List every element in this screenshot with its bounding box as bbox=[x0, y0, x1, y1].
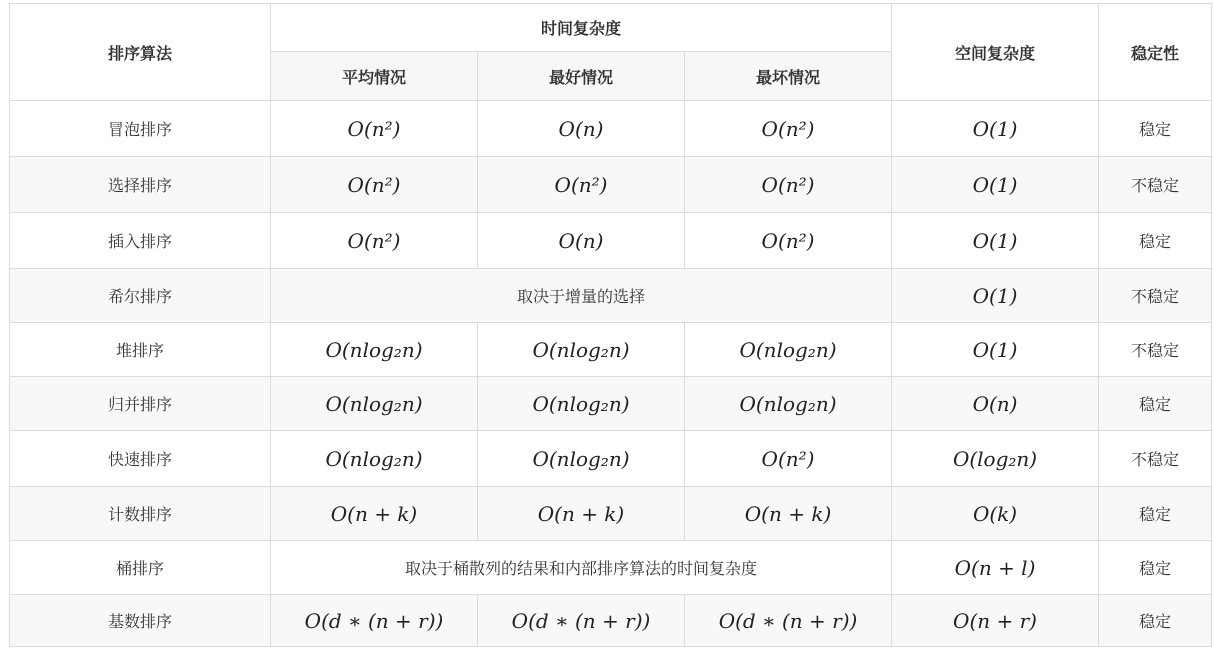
best-complexity: O(n²) bbox=[478, 157, 685, 213]
algorithm-name: 插入排序 bbox=[10, 213, 271, 269]
space-complexity: O(1) bbox=[892, 213, 1099, 269]
space-complexity: O(1) bbox=[892, 157, 1099, 213]
algorithm-name: 希尔排序 bbox=[10, 269, 271, 323]
average-complexity: O(n + k) bbox=[271, 487, 478, 541]
space-complexity: O(log₂n) bbox=[892, 431, 1099, 487]
stability: 稳定 bbox=[1099, 487, 1212, 541]
best-complexity: O(n) bbox=[478, 101, 685, 157]
table-row bbox=[10, 269, 1212, 323]
time-complexity-note: 取决于桶散列的结果和内部排序算法的时间复杂度 bbox=[271, 541, 892, 595]
best-complexity: O(n + k) bbox=[478, 487, 685, 541]
table-row bbox=[10, 213, 1212, 269]
algorithm-name: 快速排序 bbox=[10, 431, 271, 487]
table-row bbox=[10, 595, 1212, 647]
space-complexity: O(1) bbox=[892, 323, 1099, 377]
sorting-complexity-table bbox=[9, 3, 1212, 647]
algorithm-name: 计数排序 bbox=[10, 487, 271, 541]
table-row bbox=[10, 431, 1212, 487]
header-average: 平均情况 bbox=[271, 52, 478, 101]
best-complexity: O(d ∗ (n + r)) bbox=[478, 595, 685, 647]
average-complexity: O(nlog₂n) bbox=[271, 377, 478, 431]
algorithm-name: 桶排序 bbox=[10, 541, 271, 595]
header-time-complexity: 时间复杂度 bbox=[271, 4, 892, 52]
average-complexity: O(nlog₂n) bbox=[271, 431, 478, 487]
algorithm-name: 选择排序 bbox=[10, 157, 271, 213]
best-complexity: O(n) bbox=[478, 213, 685, 269]
worst-complexity: O(n²) bbox=[685, 213, 892, 269]
average-complexity: O(nlog₂n) bbox=[271, 323, 478, 377]
stability: 不稳定 bbox=[1099, 269, 1212, 323]
stability: 稳定 bbox=[1099, 213, 1212, 269]
worst-complexity: O(n²) bbox=[685, 157, 892, 213]
worst-complexity: O(nlog₂n) bbox=[685, 377, 892, 431]
best-complexity: O(nlog₂n) bbox=[478, 377, 685, 431]
header-best: 最好情况 bbox=[478, 52, 685, 101]
worst-complexity: O(d ∗ (n + r)) bbox=[685, 595, 892, 647]
table-row bbox=[10, 323, 1212, 377]
stability: 不稳定 bbox=[1099, 157, 1212, 213]
space-complexity: O(n) bbox=[892, 377, 1099, 431]
stability: 不稳定 bbox=[1099, 323, 1212, 377]
stability: 稳定 bbox=[1099, 595, 1212, 647]
average-complexity: O(n²) bbox=[271, 157, 478, 213]
header-space-complexity: 空间复杂度 bbox=[892, 4, 1099, 101]
space-complexity: O(n + r) bbox=[892, 595, 1099, 647]
table-row bbox=[10, 487, 1212, 541]
average-complexity: O(n²) bbox=[271, 213, 478, 269]
header-algorithm: 排序算法 bbox=[10, 4, 271, 101]
worst-complexity: O(n²) bbox=[685, 431, 892, 487]
best-complexity: O(nlog₂n) bbox=[478, 431, 685, 487]
best-complexity: O(nlog₂n) bbox=[478, 323, 685, 377]
worst-complexity: O(n²) bbox=[685, 101, 892, 157]
space-complexity: O(k) bbox=[892, 487, 1099, 541]
algorithm-name: 基数排序 bbox=[10, 595, 271, 647]
header-stability: 稳定性 bbox=[1099, 4, 1212, 101]
stability: 稳定 bbox=[1099, 377, 1212, 431]
algorithm-name: 冒泡排序 bbox=[10, 101, 271, 157]
algorithm-name: 堆排序 bbox=[10, 323, 271, 377]
header-worst: 最坏情况 bbox=[685, 52, 892, 101]
space-complexity: O(n + l) bbox=[892, 541, 1099, 595]
table-row bbox=[10, 377, 1212, 431]
table-row bbox=[10, 157, 1212, 213]
average-complexity: O(d ∗ (n + r)) bbox=[271, 595, 478, 647]
algorithm-name: 归并排序 bbox=[10, 377, 271, 431]
table-row bbox=[10, 101, 1212, 157]
space-complexity: O(1) bbox=[892, 269, 1099, 323]
average-complexity: O(n²) bbox=[271, 101, 478, 157]
worst-complexity: O(n + k) bbox=[685, 487, 892, 541]
time-complexity-note: 取决于增量的选择 bbox=[271, 269, 892, 323]
stability: 稳定 bbox=[1099, 101, 1212, 157]
table-row bbox=[10, 541, 1212, 595]
space-complexity: O(1) bbox=[892, 101, 1099, 157]
stability: 不稳定 bbox=[1099, 431, 1212, 487]
stability: 稳定 bbox=[1099, 541, 1212, 595]
worst-complexity: O(nlog₂n) bbox=[685, 323, 892, 377]
